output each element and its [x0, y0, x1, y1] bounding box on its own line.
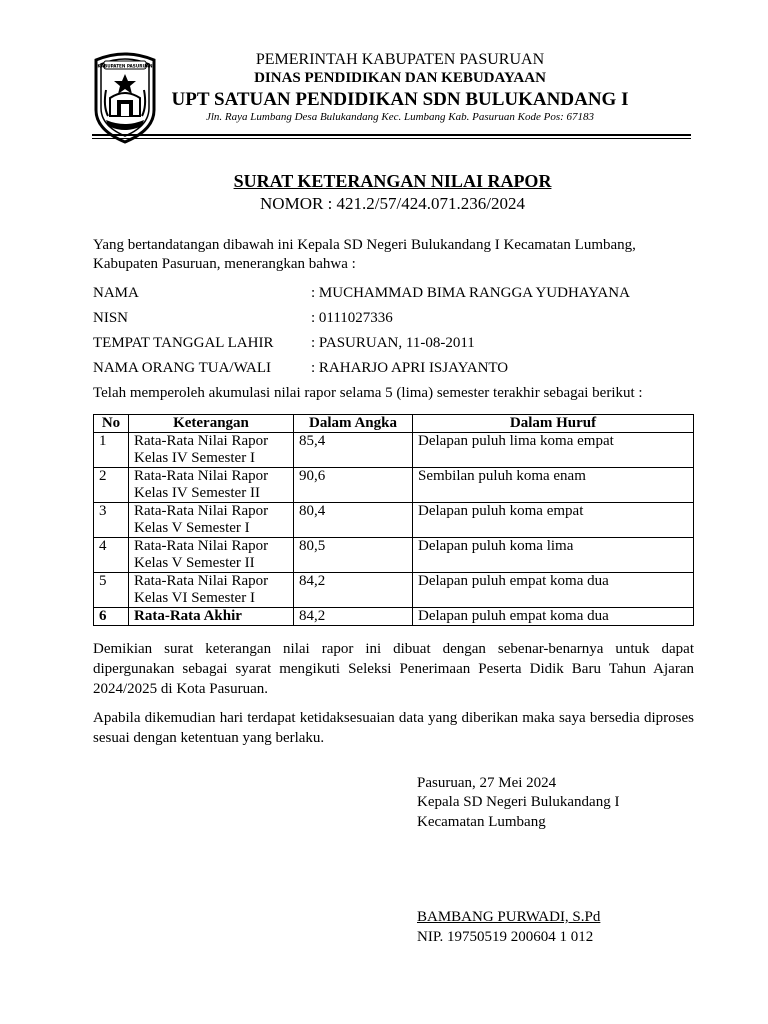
- cell-no: 1: [94, 433, 129, 468]
- cell-no: 2: [94, 468, 129, 503]
- field-label-nisn: NISN: [93, 310, 129, 326]
- cell-keterangan: Rata-Rata Akhir: [129, 608, 294, 626]
- document-number: NOMOR : 421.2/57/424.071.236/2024: [260, 194, 525, 213]
- cell-keterangan: [129, 433, 294, 468]
- field-label-name: NAMA: [93, 285, 139, 301]
- field-value-birth: : PASURUAN, 11-08-2011: [311, 335, 475, 351]
- cell-huruf: Delapan puluh lima koma empat: [413, 433, 694, 468]
- cell-keterangan: [129, 503, 294, 538]
- cell-keterangan-line2: Kelas VI Semester I: [134, 590, 255, 606]
- letterhead-divider-thin: [92, 138, 691, 139]
- cell-keterangan-line1: Rata-Rata Nilai Rapor: [134, 538, 269, 554]
- cell-keterangan: [129, 538, 294, 573]
- table-row: [94, 503, 694, 538]
- cell-huruf: Delapan puluh koma empat: [413, 503, 694, 538]
- table-row: [94, 573, 694, 608]
- cell-keterangan-line2: Kelas V Semester II: [134, 555, 255, 571]
- letterhead-department: DINAS PENDIDIKAN DAN KEBUDAYAAN: [254, 70, 546, 86]
- cell-keterangan: [129, 573, 294, 608]
- cell-no: 6: [94, 608, 129, 626]
- document-title: SURAT KETERANGAN NILAI RAPOR: [233, 171, 552, 191]
- letterhead-school-name: UPT SATUAN PENDIDIKAN SDN BULUKANDANG I: [171, 89, 629, 110]
- cell-huruf: Delapan puluh empat koma dua: [413, 573, 694, 608]
- table-header-row: [94, 415, 694, 433]
- header-angka: Dalam Angka: [294, 415, 413, 433]
- cell-angka: 84,2: [294, 573, 413, 608]
- cell-keterangan-line2: Kelas IV Semester II: [134, 485, 260, 501]
- field-label-parent: NAMA ORANG TUA/WALI: [93, 360, 272, 376]
- field-value-parent: : RAHARJO APRI ISJAYANTO: [311, 360, 509, 376]
- regency-emblem-logo: [92, 50, 158, 146]
- cell-keterangan: [129, 468, 294, 503]
- closing-paragraph-2: Apabila dikemudian hari terdapat ketidaksesuaian data yang diberikan maka saya bersedia diproses sesuai dengan ketentuan yang berlaku.: [93, 710, 694, 746]
- cell-no: 3: [94, 503, 129, 538]
- signature-role: Kepala SD Negeri Bulukandang I: [417, 794, 620, 810]
- header-no: No: [94, 415, 129, 433]
- field-value-nisn: : 0111027336: [311, 310, 393, 326]
- cell-keterangan-line2: Kelas IV Semester I: [134, 450, 255, 466]
- table-row: [94, 433, 694, 468]
- letterhead-address: Jln. Raya Lumbang Desa Bulukandang Kec. Lumbang Kab. Pasuruan Kode Pos: 67183: [205, 111, 595, 123]
- header-keterangan: Keterangan: [129, 415, 294, 433]
- signature-district: Kecamatan Lumbang: [417, 814, 546, 830]
- cell-huruf: Sembilan puluh koma enam: [413, 468, 694, 503]
- table-row: [94, 468, 694, 503]
- cell-no: 4: [94, 538, 129, 573]
- closing-paragraph-1: Demikian surat keterangan nilai rapor ini dibuat dengan sebenar-benarnya untuk dapat dipergunakan sebagai syarat mengikuti Seleksi Penerimaan Peserta Didik Baru Tahun Ajaran 2024/2025 di Kota Pasuruan.: [93, 641, 694, 697]
- cell-keterangan-line1: Rata-Rata Nilai Rapor: [134, 468, 269, 484]
- field-label-birth: TEMPAT TANGGAL LAHIR: [93, 335, 274, 351]
- signatory-nip: NIP. 19750519 200604 1 012: [417, 929, 594, 945]
- header-huruf: Dalam Huruf: [413, 415, 694, 433]
- cell-angka: 84,2: [294, 608, 413, 626]
- table-intro: Telah memperoleh akumulasi nilai rapor selama 5 (lima) semester terakhir sebagai berikut :: [93, 385, 643, 401]
- cell-keterangan-line1: Rata-Rata Nilai Rapor: [134, 573, 269, 589]
- table-row-final-average: [94, 608, 694, 626]
- cell-keterangan-line1: Rata-Rata Nilai Rapor: [134, 433, 269, 449]
- grades-table: [93, 414, 694, 626]
- logo-lettering: KABUPATEN PASURUAN: [97, 63, 153, 69]
- letterhead-government: PEMERINTAH KABUPATEN PASURUAN: [255, 51, 545, 68]
- table-row: [94, 538, 694, 573]
- intro-paragraph: Yang bertandatangan dibawah ini Kepala SD Negeri Bulukandang I Kecamatan Lumbang, Kabupaten Pasuruan, menerangkan bahwa :: [93, 237, 636, 272]
- cell-angka: 90,6: [294, 468, 413, 503]
- letterhead-divider-thick: [92, 134, 691, 136]
- cell-huruf: Delapan puluh koma lima: [413, 538, 694, 573]
- signatory-name: BAMBANG PURWADI, S.Pd: [417, 909, 601, 925]
- cell-huruf: Delapan puluh empat koma dua: [413, 608, 694, 626]
- cell-keterangan-line1: Rata-Rata Nilai Rapor: [134, 503, 269, 519]
- field-value-name: : MUCHAMMAD BIMA RANGGA YUDHAYANA: [311, 285, 630, 301]
- cell-keterangan-line2: Kelas V Semester I: [134, 520, 250, 536]
- cell-angka: 85,4: [294, 433, 413, 468]
- cell-angka: 80,5: [294, 538, 413, 573]
- signature-place-date: Pasuruan, 27 Mei 2024: [417, 775, 557, 791]
- cell-angka: 80,4: [294, 503, 413, 538]
- cell-no: 5: [94, 573, 129, 608]
